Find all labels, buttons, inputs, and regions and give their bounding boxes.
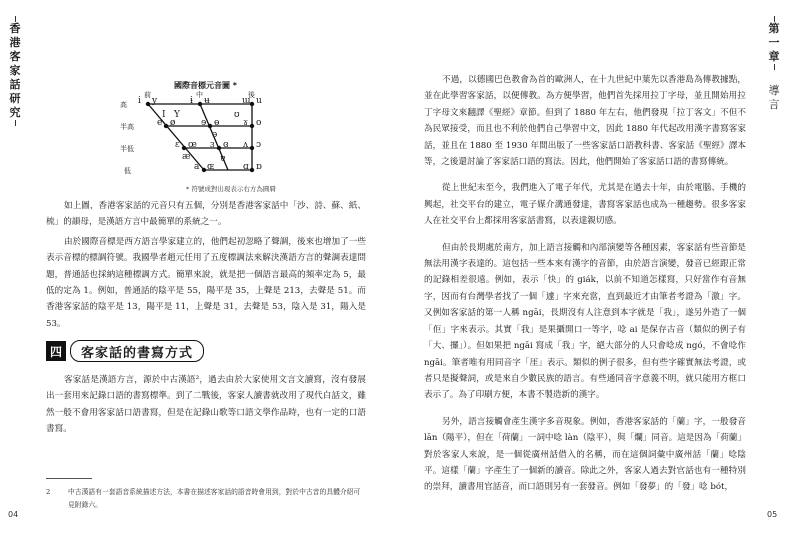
page-number-left: 04 <box>8 510 19 519</box>
row-label-open: 低 <box>124 167 131 175</box>
footnote-text: 中古漢語有一套語音系統描述方法，本書在描述客家話的語音時會用到，對於中古音的具體介紹可見附錄六。 <box>68 488 361 509</box>
paragraph: 客家話是漢語方言，源於中古漢語²，過去由於大家使用文言文讀寫，沒有發展出一套用來記錄口語的書寫標準。到了二戰後，客家人讀書就改用了現代白話文，雖然一般不會用客家話口語書寫，但是在記錄山歌等口語文學作品時，也有一定的口語書寫。 <box>46 375 366 435</box>
vowel-chart-title: 國際音標元音圖 * <box>174 81 237 90</box>
chapter-label: 第一章 <box>768 22 780 63</box>
col-label-back: 後 <box>248 91 255 99</box>
right-running-title <box>767 16 781 112</box>
phoneme: ʊ <box>234 110 240 120</box>
col-label-front: 前 <box>144 91 151 99</box>
left-running-title <box>8 16 22 126</box>
paragraph: 但由於長期處於南方，加上語言接觸和內部演變等各種因素，客家話有些音節是無法用漢字表達的。這包括一些本來有漢字的音節，由於語言演變，發音已經跟正常的記錄相差很遠。例如，表示「快」的 giák，以前不知道怎樣寫，只好當作有音無字，因而有台灣學者找了一個「遽」字來充當，直到最近才由筆者考證為「激」字。又例如客家話的第一人稱 ngāi，長期沒有人注意到本字就是「我」，遂另外造了一個「佢」字來表示。其實「我」是果攝開口一等字，唸 ai 是保存古音（類似的例子有「大、攞」）。但如果把 ngāi 寫成「我」字，絕大部分的人只會唸成 ngó，不會唸作 ngāi。筆者唯有用同音字「厓」表示。類似的例子很多，但有些字確實無法考證，或者只是擬聲詞，或是來自少數民族的語言。有些通同音字意義不明，就只能用方框口表示了。為了印刷方便，本書不製造新的漢字。 <box>424 242 746 401</box>
phoneme: ɘ <box>201 118 207 128</box>
section-title: 客家話的書寫方式 <box>70 340 204 362</box>
phoneme: ɛ <box>175 140 180 150</box>
vowel-chart <box>100 90 280 178</box>
section-number: 四 <box>46 341 66 361</box>
phoneme: ɐ <box>220 154 226 164</box>
chapter-title: 導言 <box>768 84 780 111</box>
section-heading <box>46 340 204 362</box>
phoneme: u <box>256 96 262 106</box>
phoneme: ɯ <box>242 96 251 106</box>
phoneme: ɒ <box>256 162 262 172</box>
footnote-rule <box>46 478 92 479</box>
footnote-number: 2 <box>46 488 51 496</box>
phoneme: ɜ <box>210 140 215 150</box>
phoneme: e <box>157 118 163 128</box>
phoneme: ɤ <box>243 118 249 128</box>
left-body-text <box>46 198 366 332</box>
phoneme: Y <box>174 110 180 120</box>
phoneme: a <box>194 162 200 172</box>
vowel-chart-note: * 符號成對出現表示右方為圓脣 <box>186 185 276 193</box>
phoneme: ʌ <box>243 140 249 150</box>
right-body-text <box>424 72 746 496</box>
phoneme: i <box>138 96 141 106</box>
phoneme: œ <box>188 140 197 150</box>
phoneme: y <box>152 96 158 106</box>
page-number-right: 05 <box>767 510 778 519</box>
phoneme: ø <box>170 118 176 128</box>
phoneme: ɶ <box>207 162 215 172</box>
paragraph: 不過，以德國巴色教會為首的歐洲人，在十九世紀中葉先以香港島為傳教據點，並在此學習客家話，以便傳教。為方便學習，他們首先採用拉丁字母，並且開始用拉丁字母文來翻譯《聖經》章節。但到了 1880 年左右，他們發現「拉丁客文」不但不為民眾接受，而且也不利於他們自己學習中文，因此 1880 年代起改用漢字書寫客家話，並且在 1880 至 1930 年間出版了一些客家話口語教科書、客家話《聖經》譯本等，之後還討論了客家話口語的寫法。因此，他們開始了客家話口語的書寫傳統。 <box>424 75 746 168</box>
paragraph: 另外，語言接觸會產生漢字多音現象。例如，香港客家話的「蘭」字，一般發音 lān（陽平），但在「荷蘭」一詞中唸 làn（陰平），與「爛」同音。這是因為「荷蘭」對於客家人來說，是一個從廣州話借入的名稱，而在這個詞彙中廣州話「蘭」唸陰平。這樣「蘭」字產生了一個新的讀音。除此之外，客家人過去對官話也有一種特別的崇拜，讀書用官話音，而口語則另有一套發音。例如「發夢」的「發」唸 bót， <box>424 416 746 493</box>
row-label-open-mid: 半低 <box>120 145 134 153</box>
book-title: 香港客家話研究 <box>9 22 21 119</box>
footnote <box>46 486 366 512</box>
col-label-central: 中 <box>196 91 203 99</box>
phoneme: o <box>256 118 262 128</box>
phoneme: ɔ <box>256 140 262 150</box>
phoneme: æ <box>182 152 191 162</box>
phoneme: I <box>162 110 166 120</box>
paragraph: 如上圖，香港客家話的元音只有五個，分別是香港客家話中「沙、詩、蘇、紙、梳」的韻母，是漢語方言中最簡單的系統之一。 <box>46 201 366 228</box>
paragraph: 由於國際音標是西方語言學家建立的，他們起初忽略了聲調，後來也增加了一些表示音標的標調符號。我國學者趙元任用了五度標調法來解決漢語方言的聲調表達問題，普通話也採納這種標調方式。簡單來說，就是把一個語言最高的頻率定為 5，最低的定為 1。例如，普通話的陰平是 55，陽平是 35，上聲是 213，去聲是 51。而香港客家話的陰平是 13，陽平是 11，上聲是 31，去聲是 53，陰入是 31，陽入是 53。 <box>46 236 366 329</box>
phoneme: ɵ <box>214 118 220 128</box>
row-label-close-mid: 半高 <box>120 123 134 131</box>
phoneme: ɞ <box>223 140 229 150</box>
section-body-text <box>46 372 366 438</box>
paragraph: 從上世紀末至今，我們進入了電子年代，尤其是在過去十年，由於電腦、手機的興起，社交平台的建立，電子媒介溝通發達，書寫客家話也成為一種趨勢。很多客家人在社交平台上都採用客家話書寫，以表達親切感。 <box>424 183 746 227</box>
phoneme: ɑ <box>243 162 249 172</box>
row-label-close: 高 <box>120 101 127 109</box>
phoneme: ə <box>212 130 218 140</box>
phoneme: ʉ <box>204 96 210 106</box>
phoneme: ɨ <box>190 96 193 106</box>
